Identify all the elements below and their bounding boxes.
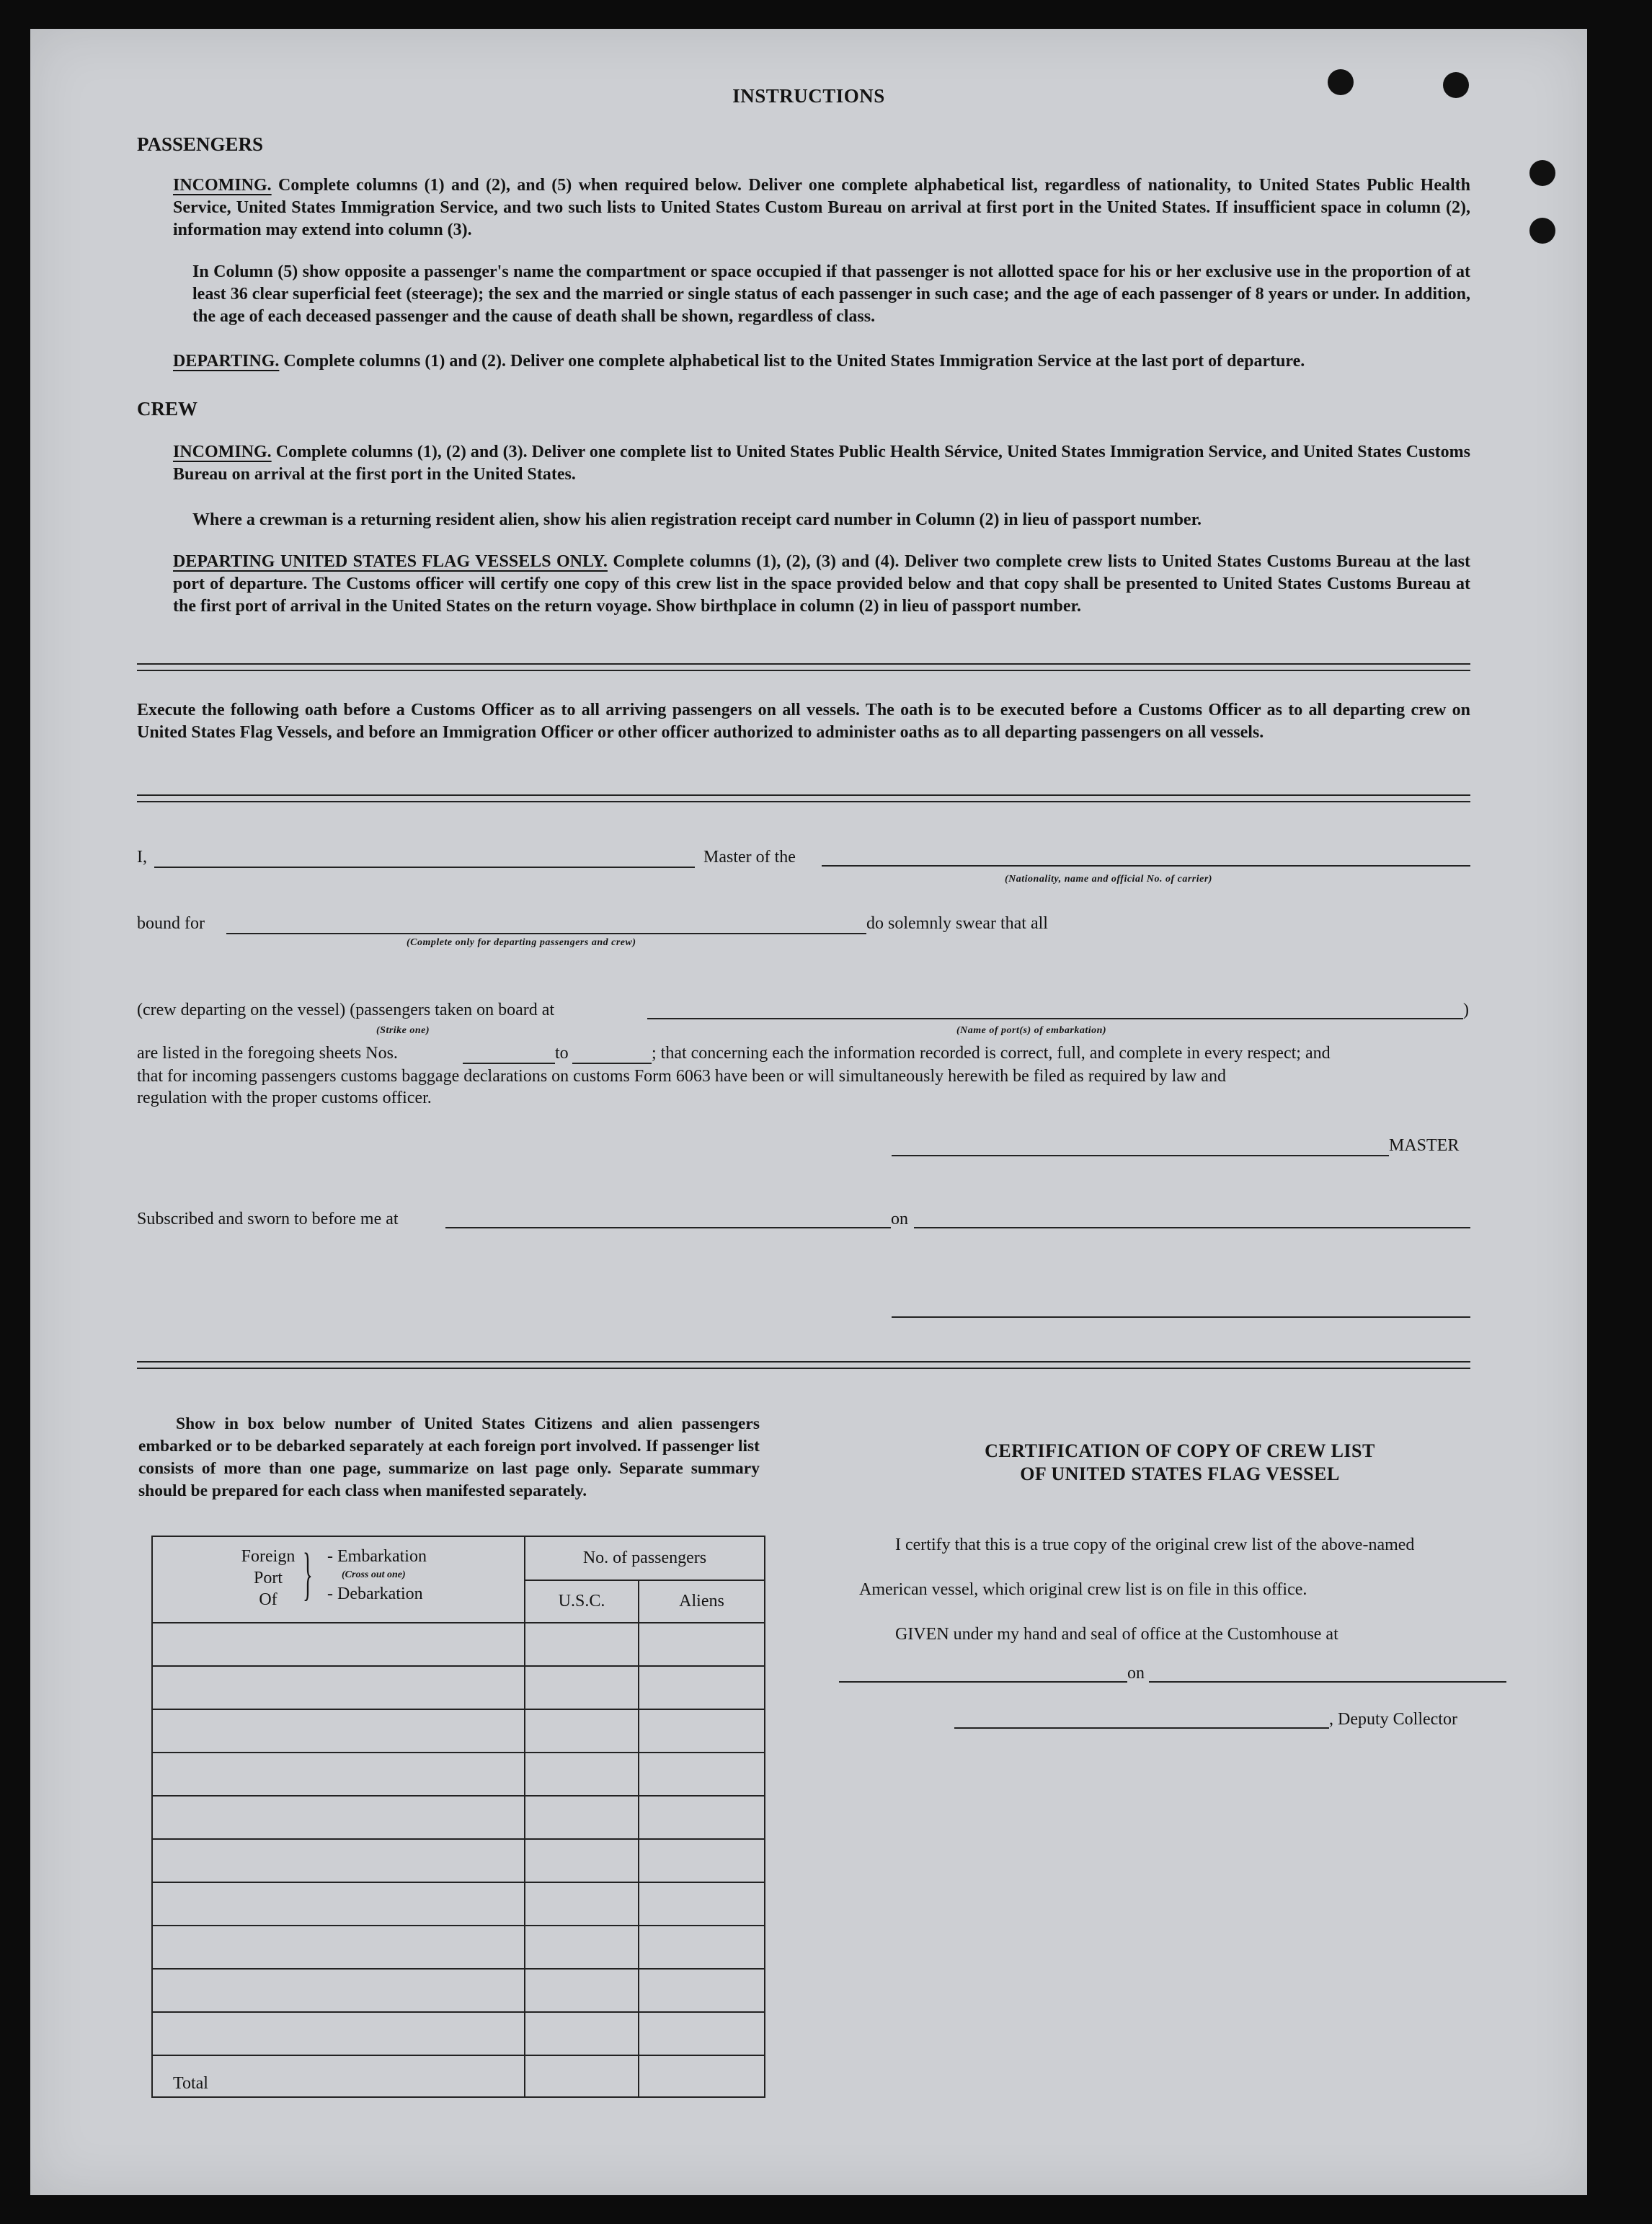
- officer-signature-field[interactable]: [892, 1316, 1470, 1318]
- usc-cell[interactable]: [525, 1753, 639, 1796]
- embarkation-label: - Embarkation: [327, 1547, 427, 1566]
- to-label: to: [555, 1044, 569, 1063]
- oath-line-2: that for incoming passengers customs baggage declarations on customs Form 6063 have been or will simultaneously herewith be filed as required by law and: [137, 1067, 1226, 1086]
- port-cell[interactable]: [152, 1926, 525, 1969]
- passenger-summary-table: [151, 1536, 765, 2098]
- aliens-cell[interactable]: [639, 1969, 765, 2012]
- port-cell[interactable]: [152, 1969, 525, 2012]
- certification-heading-1: CERTIFICATION OF COPY OF CREW LIST: [985, 1440, 1375, 1461]
- sheets-label: are listed in the foregoing sheets Nos.: [137, 1044, 398, 1063]
- subscribed-label: Subscribed and sworn to before me at: [137, 1210, 399, 1228]
- ports-caption: (Name of port(s) of embarkation): [956, 1025, 1107, 1036]
- usc-cell[interactable]: [525, 1796, 639, 1839]
- oath-i-label: I,: [137, 848, 147, 867]
- certification-line-1: I certify that this is a true copy of the original crew list of the above-named: [895, 1536, 1415, 1554]
- section-divider: [137, 794, 1470, 802]
- passengers-departing-text: Complete columns (1) and (2). Deliver one complete alphabetical list to the United States Immigration Service at the last port of departure.: [283, 352, 1305, 371]
- master-label: MASTER: [1389, 1136, 1460, 1155]
- total-label: Total: [152, 2055, 525, 2097]
- section-divider: [137, 1361, 1470, 1369]
- certification-line-3: GIVEN under my hand and seal of office at the Customhouse at: [895, 1625, 1338, 1644]
- deputy-collector-signature-field[interactable]: [954, 1727, 1329, 1729]
- port-cell[interactable]: [152, 2012, 525, 2055]
- sheet-to-field[interactable]: [572, 1063, 652, 1064]
- crew-departing-text: Complete columns (1), (2), (3) and (4). Deliver two complete crew lists to United States Customs Bureau at the last port of departure. The Customs officer will certify one copy of this crew list in the space provided below and that copy shall be presented to United States Customs Bureau at the first port of arrival in the United States on the return voyage. Show birthplace in column (2) in lieu of passport number.: [173, 552, 1471, 616]
- page-title: INSTRUCTIONS: [732, 85, 885, 107]
- cross-out-caption: (Cross out one): [342, 1569, 406, 1580]
- master-signature-field[interactable]: [892, 1155, 1389, 1156]
- usc-cell[interactable]: [525, 1969, 639, 2012]
- usc-cell[interactable]: [525, 1839, 639, 1882]
- debarkation-label: - Debarkation: [327, 1585, 423, 1603]
- passengers-incoming-paragraph: [173, 174, 1470, 242]
- nationality-caption: (Nationality, name and official No. of carrier): [1005, 874, 1212, 885]
- crew-incoming-text: Complete columns (1), (2) and (3). Deliver one complete list to United States Public Health Sérvice, United States Immigration Service, and United States Customs Bureau on arrival at the first port in the United States.: [173, 443, 1471, 484]
- customhouse-field[interactable]: [839, 1681, 1127, 1683]
- crew-departing-paragraph: [173, 551, 1470, 618]
- bound-caption: (Complete only for departing passengers and crew): [407, 937, 636, 948]
- bound-for-field[interactable]: [226, 933, 866, 934]
- usc-cell[interactable]: [525, 1926, 639, 1969]
- master-name-field[interactable]: [154, 867, 695, 868]
- aliens-cell[interactable]: [639, 1709, 765, 1753]
- strike-caption: (Strike one): [376, 1025, 430, 1036]
- certification-date-field[interactable]: [1149, 1681, 1506, 1683]
- aliens-cell[interactable]: [639, 1666, 765, 1709]
- foreign-port-header: [152, 1536, 525, 1623]
- sworn-on-label: on: [891, 1210, 908, 1228]
- port-cell[interactable]: [152, 1666, 525, 1709]
- crew-incoming-paragraph: [173, 441, 1470, 486]
- port-cell[interactable]: [152, 1623, 525, 1666]
- sworn-date-field[interactable]: [914, 1227, 1470, 1228]
- passengers-incoming-text: Complete columns (1) and (2), and (5) when required below. Deliver one complete alphabetical list, regardless of nationality, to United States Public Health Service, United States Immigration Service, and two such lists to United States Custom Bureau on arrival at first port in the United States. If insufficient space in column (2), information may extend into column (3).: [173, 176, 1470, 239]
- close-paren: ): [1463, 1001, 1469, 1019]
- punch-hole-icon: [1529, 160, 1555, 186]
- port-cell[interactable]: [152, 1796, 525, 1839]
- usc-cell[interactable]: [525, 1666, 639, 1709]
- aliens-cell[interactable]: [639, 1839, 765, 1882]
- sworn-place-field[interactable]: [445, 1227, 891, 1228]
- aliens-total-cell[interactable]: [639, 2055, 765, 2097]
- oath-line-3: regulation with the proper customs officer.: [137, 1089, 432, 1107]
- passengers-incoming-label: INCOMING.: [173, 176, 272, 195]
- swear-label: do solemnly swear that all: [866, 914, 1048, 933]
- passengers-departing-label: DEPARTING.: [173, 352, 280, 371]
- certification-line-2: American vessel, which original crew list is on file in this office.: [859, 1580, 1307, 1599]
- usc-cell[interactable]: [525, 1882, 639, 1926]
- aliens-cell[interactable]: [639, 1796, 765, 1839]
- aliens-header: Aliens: [639, 1580, 765, 1623]
- aliens-cell[interactable]: [639, 1926, 765, 1969]
- port-cell[interactable]: [152, 1709, 525, 1753]
- certification-on-label: on: [1127, 1664, 1145, 1683]
- carrier-field[interactable]: [822, 865, 1470, 867]
- usc-header: U.S.C.: [525, 1580, 639, 1623]
- bound-for-label: bound for: [137, 914, 205, 933]
- form-sheet: [30, 29, 1587, 2195]
- usc-cell[interactable]: [525, 1623, 639, 1666]
- no-passengers-header: No. of passengers: [525, 1536, 765, 1580]
- passengers-heading: PASSENGERS: [137, 133, 264, 155]
- master-of-label: Master of the: [703, 848, 796, 867]
- embarkation-ports-field[interactable]: [647, 1018, 1463, 1019]
- aliens-cell[interactable]: [639, 1623, 765, 1666]
- punch-hole-icon: [1529, 218, 1555, 244]
- crew-departing-oath-label: (crew departing on the vessel) (passengers taken on board at: [137, 1001, 555, 1019]
- crew-heading: CREW: [137, 398, 198, 420]
- deputy-collector-label: , Deputy Collector: [1329, 1710, 1457, 1729]
- usc-total-cell[interactable]: [525, 2055, 639, 2097]
- oath-intro-paragraph: Execute the following oath before a Customs Officer as to all arriving passengers on all vessels. The oath is to be executed before a Customs Officer as to all departing crew on United States Flag Vessels, and before an Immigration Officer or other officer authorized to administer oaths as to all departing passengers on all vessels.: [137, 701, 1470, 742]
- curly-brace-icon: }: [303, 1541, 313, 1606]
- section-divider: [137, 663, 1470, 671]
- column5-paragraph: In Column (5) show opposite a passenger's name the compartment or space occupied if that passenger is not allotted space for his or her exclusive use in the proportion of at least 36 clear superficial feet (steerage); the sex and the married or single status of each passenger in such case; and the age of each passenger of 8 years or under. In addition, the age of each deceased passenger and the cause of death shall be shown, regardless of class.: [192, 262, 1470, 326]
- port-cell[interactable]: [152, 1753, 525, 1796]
- certification-heading-2: OF UNITED STATES FLAG VESSEL: [1020, 1463, 1340, 1484]
- port-label: Port: [253, 1569, 283, 1587]
- crew-departing-label: DEPARTING UNITED STATES FLAG VESSELS ONLY.: [173, 552, 608, 571]
- passengers-departing-paragraph: [173, 350, 1470, 373]
- crew-resident-paragraph: Where a crewman is a returning resident alien, show his alien registration receipt card number in Column (2) in lieu of passport number.: [192, 510, 1202, 529]
- summary-instructions: Show in box below number of United States Citizens and alien passengers embarked or to be debarked separately at each foreign port involved. If passenger list consists of more than one page, summarize on last page only. Separate summary should be prepared for each class when manifested separately.: [138, 1414, 760, 1500]
- usc-cell[interactable]: [525, 1709, 639, 1753]
- port-cell[interactable]: [152, 1839, 525, 1882]
- aliens-cell[interactable]: [639, 1882, 765, 1926]
- port-cell[interactable]: [152, 1882, 525, 1926]
- foreign-label: Foreign: [241, 1547, 296, 1566]
- usc-cell[interactable]: [525, 2012, 639, 2055]
- of-label: Of: [259, 1590, 277, 1609]
- aliens-cell[interactable]: [639, 2012, 765, 2055]
- aliens-cell[interactable]: [639, 1753, 765, 1796]
- sheets-rest-text: ; that concerning each the information recorded is correct, full, and complete in every respect; and: [652, 1044, 1331, 1063]
- crew-incoming-label: INCOMING.: [173, 443, 272, 461]
- sheet-from-field[interactable]: [463, 1063, 555, 1064]
